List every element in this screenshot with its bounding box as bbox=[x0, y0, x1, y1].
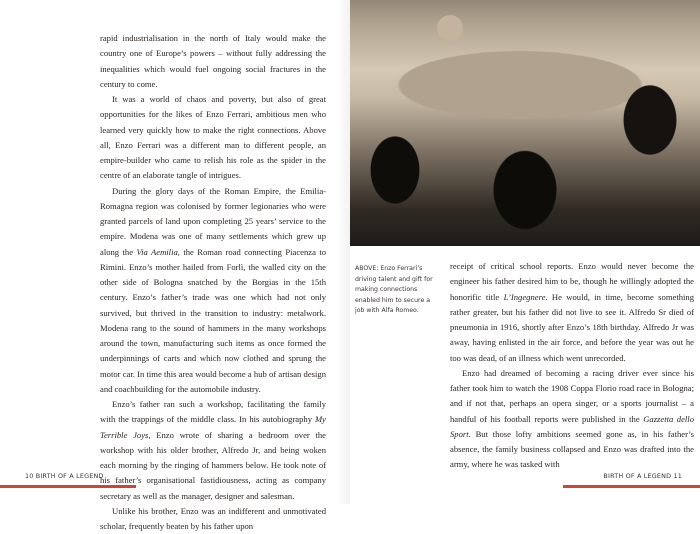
italic-title: Gazzetta dello Sport bbox=[450, 413, 694, 439]
enzo-ferrari-racing-car-photo bbox=[350, 0, 700, 246]
text-run: Enzo’s father ran such a workshop, facilitating the family with the trappings of the middle class. In his autobiography bbox=[100, 399, 326, 425]
left-folio: 10 BIRTH OF A LEGEND bbox=[25, 472, 104, 480]
text-run: . He would, in time, become something rather greater, but his father did not live to see it. Alfredo Sr died of pneumonia in 1916, shortly after Enzo’s 18th birthday. Alfredo Jr was away, having enlisted in the air force, and before the year was out he too was dead, of an illness which went unrecorded. bbox=[450, 291, 694, 363]
text-run: Enzo had dreamed of becoming a racing driver ever since his father took him to watch the 1908 Coppa Florio road race in Bologna; and if not that, perhaps an opera singer, or a sports journalist – a handful of his football reports were published in the bbox=[450, 367, 694, 424]
gutter-shadow bbox=[336, 0, 350, 504]
paragraph bbox=[450, 366, 694, 473]
text-run: During the glory days of the Roman Empire, the Emilia-Romagna region was colonised by former legionaries who were granted parcels of land upon completing 25 years’ service to the empire. Modena was one of many settlements which grew up along the bbox=[100, 185, 326, 257]
left-body-text bbox=[100, 31, 326, 534]
italic-title: L’Ingegnere bbox=[503, 291, 546, 302]
paragraph: It was a world of chaos and poverty, but also of great opportunities for the likes of Enzo Ferrari, ambitious men who learned very quickly how to make the right connections. Above all, Enzo Ferrari was a different man to different people, an empire-builder who came to relish his role as the spider in the centre of an elaborate tangle of intrigues. bbox=[100, 94, 326, 181]
italic-title: Via Aemilia bbox=[136, 246, 178, 257]
text-run: receipt of critical school reports. Enzo would never become the engineer his father desired him to be, though he willingly adopted the honorific title bbox=[450, 261, 694, 302]
paragraph bbox=[450, 259, 694, 366]
photo-caption: ABOVE: Enzo Ferrari’s driving talent and gift for making connections enabled him to secure a job with Alfa Romeo. bbox=[355, 265, 433, 315]
left-accent-rule bbox=[0, 485, 136, 488]
right-body-text bbox=[450, 259, 694, 473]
italic-title: My Terrible Joys bbox=[100, 414, 326, 440]
text-run: . But those lofty ambitions seemed gone as, in his father’s absence, the family business collapsed and Enzo was drafted into the army, where he was tasked with bbox=[450, 428, 694, 470]
text-run: , Enzo wrote of sharing a bedroom over the workshop with his older brother, Alfredo Jr, and being woken each morning by the ringing of hammers below. He took note of his father’s organisational fastidiousness, acting as company secretary as well as the manager, designer and salesman. bbox=[100, 429, 326, 501]
right-page bbox=[350, 0, 700, 504]
paragraph: Unlike his brother, Enzo was an indifferent and unmotivated scholar, frequently beaten by his father upon bbox=[100, 505, 326, 531]
right-accent-rule bbox=[563, 485, 700, 488]
text-run: , the Roman road connecting Piacenza to Rimini. Enzo’s mother hailed from Forlì, the walled city on the other side of Bologna snatched by the Borgias in the 15th century. Enzo’s father’s trade was one which had not only survived, but thrived in the transition to industry: metalwork. Modena rang to the sound of hammers in the many workshops around the town, manufacturing such items as once formed the underpinnings of carts and which now clothed and sprung the motor car. In time this area would become a hub of artisan design and coachbuilding for the automobile industry. bbox=[100, 246, 326, 394]
paragraph bbox=[100, 184, 326, 398]
paragraph: rapid industrialisation in the north of Italy would make the country one of Europe’s powers – without fully addressing the inequalities which would fuel ongoing social fractures in the century to come. bbox=[100, 33, 326, 89]
right-folio: BIRTH OF A LEGEND 11 bbox=[603, 472, 682, 480]
left-page bbox=[0, 0, 350, 531]
